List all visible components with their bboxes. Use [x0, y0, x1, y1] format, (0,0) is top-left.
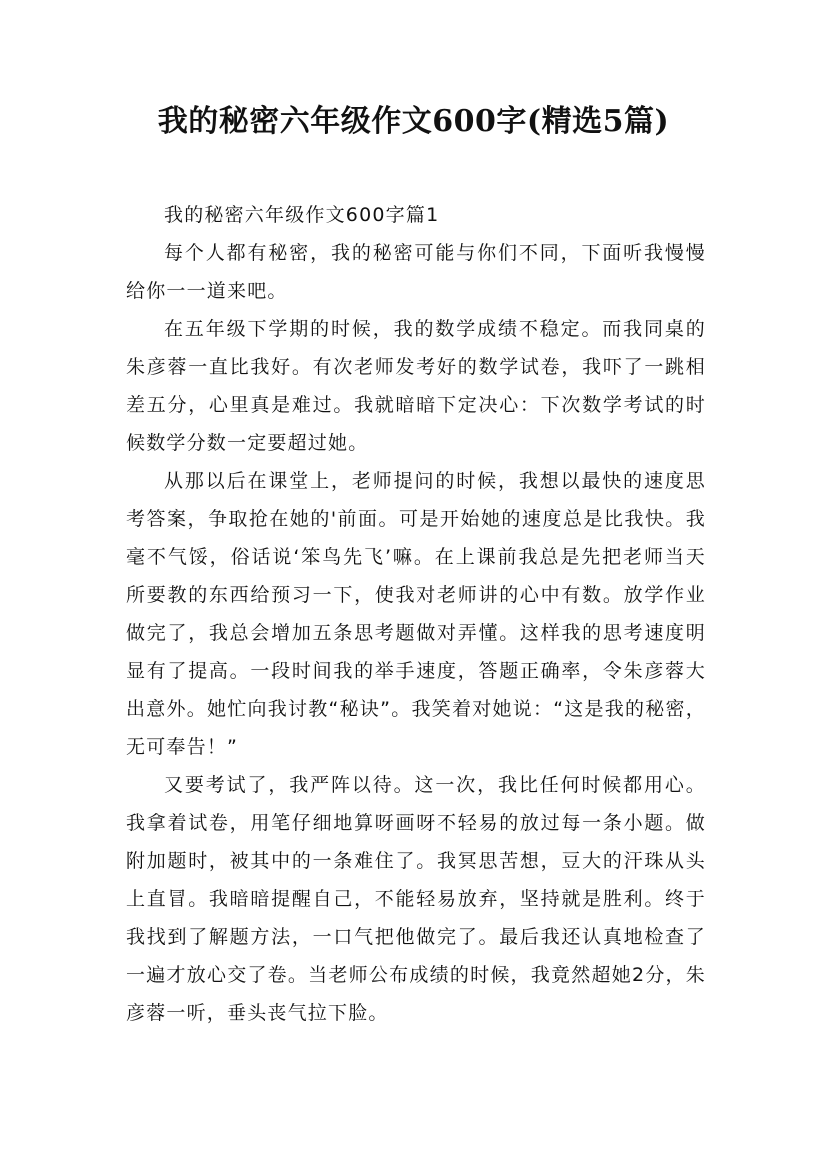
document-body: [126, 196, 706, 1032]
paragraph: 从那以后在课堂上，老师提问的时候，我想以最快的速度思考答案，争取抢在她的'前面。可是开始她的速度总是比我快。我毫不气馁，俗话说‘笨鸟先飞’嘛。在上课前我总是先把老师当天所要教的东西给预习一下，使我对老师讲的心中有数。放学作业做完了，我总会增加五条思考题做对弄懂。这样我的思考速度明显有了提高。一段时间我的举手速度，答题正确率，令朱彦蓉大出意外。她忙向我讨教“秘诀”。我笑着对她说：“这是我的秘密，无可奉告！”: [126, 470, 706, 758]
paragraph: 在五年级下学期的时候，我的数学成绩不稳定。而我同桌的朱彦蓉一直比我好。有次老师发考好的数学试卷，我吓了一跳相差五分，心里真是难过。我就暗暗下定决心：下次数学考试的时候数学分数一定要超过她。: [126, 318, 706, 454]
paragraph: 每个人都有秘密，我的秘密可能与你们不同，下面听我慢慢给你一一道来吧。: [126, 242, 706, 302]
document-title: 我的秘密六年级作文600字(精选5篇): [157, 104, 670, 139]
paragraph: 又要考试了，我严阵以待。这一次，我比任何时候都用心。我拿着试卷，用笔仔细地算呀画呀不轻易的放过每一条小题。做附加题时，被其中的一条难住了。我冥思苦想，豆大的汗珠从头上直冒。我暗暗提醒自己，不能轻易放弃，坚持就是胜利。终于我找到了解题方法，一口气把他做完了。最后我还认真地检查了一遍才放心交了卷。当老师公布成绩的时候，我竟然超她2分，朱彦蓉一听，垂头丧气拉下脸。: [126, 774, 706, 1024]
section-heading: 我的秘密六年级作文600字篇1: [164, 204, 440, 226]
